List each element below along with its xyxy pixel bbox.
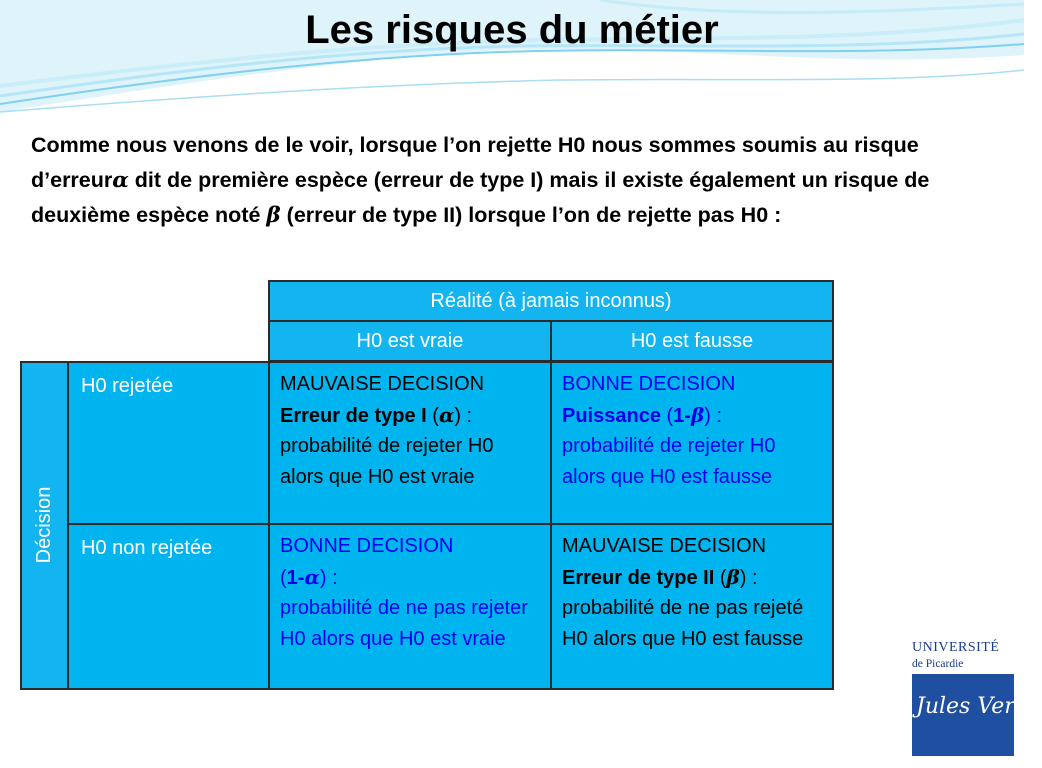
logo-picardie: de Picardie [912, 658, 964, 670]
column-header-true-label: H0 est vraie [356, 330, 464, 352]
paren-open: ( [660, 404, 674, 427]
cell-reject-true-bold: Erreur de type I [280, 404, 427, 427]
row-header-not-reject-label: H0 non rejetée [81, 537, 213, 559]
cell-notreject-false-title: MAUVAISE DECISION [562, 535, 767, 557]
paren-open: ( [280, 566, 287, 589]
row-header-not-reject [69, 525, 268, 688]
cell-reject-false-text: probabilité de rejeter H0 alors que H0 est fausse [562, 435, 776, 488]
cell-notreject-false-bold: Erreur de type II [562, 566, 715, 589]
slide-title: Les risques du métier [305, 8, 719, 52]
logo-signature-box [912, 674, 1042, 756]
row-header-reject-label: H0 rejetée [81, 375, 174, 397]
cell-reject-false-title: BONNE DECISION [562, 373, 736, 395]
paren-open: ( [426, 404, 439, 427]
cell-notreject-false-text: probabilité de ne pas rejeté H0 alors que H0 est fausse [562, 597, 804, 650]
alpha-symbol: α [112, 168, 129, 193]
intro-part-1: Comme nous venons de le voir, lorsque l’on rejette H0 nous sommes soumis au risque d’erreur [31, 133, 919, 192]
logo-signature: Jules Verne [916, 694, 1042, 719]
cell-reject-false-bold: Puissance [562, 404, 661, 427]
intro-part-3: (erreur de type II) lorsque l’on de rejette pas H0 : [280, 203, 782, 227]
intro-paragraph [31, 128, 981, 233]
cell-reject-true [270, 363, 550, 523]
reality-header-label: Réalité (à jamais inconnus) [430, 290, 672, 312]
one-minus: 1- [673, 404, 691, 427]
decision-label-cell [22, 363, 67, 688]
row-header-reject [69, 363, 268, 523]
one-minus: 1- [286, 566, 305, 589]
paren-close: ) : [454, 404, 473, 427]
beta-symbol: β [266, 203, 281, 228]
cell-notreject-true [270, 525, 550, 688]
cell-notreject-false [552, 525, 832, 688]
university-logo [912, 640, 1042, 758]
intro-part-2: dit de première espèce (erreur de type I) mais il existe également un risque de deuxième espèce noté [31, 168, 930, 227]
column-header-true [270, 322, 550, 360]
reality-header [270, 282, 832, 320]
cell-notreject-true-title: BONNE DECISION [280, 535, 454, 557]
alpha-symbol: α [304, 564, 320, 589]
paren-open: ( [714, 566, 727, 589]
alpha-symbol: α [438, 402, 455, 427]
cell-notreject-true-text: probabilité de ne pas rejeter H0 alors que H0 est vraie [280, 597, 528, 650]
paren-close: ) : [319, 566, 338, 589]
beta-symbol: β [690, 402, 705, 427]
logo-university: UNIVERSITÉ [912, 640, 1000, 655]
paren-close: ) : [739, 566, 758, 589]
cell-reject-true-text: probabilité de rejeter H0 alors que H0 est vraie [280, 435, 494, 488]
cell-reject-true-title: MAUVAISE DECISION [280, 373, 485, 395]
cell-reject-false [552, 363, 832, 523]
paren-close: ) : [704, 404, 723, 427]
column-header-false [552, 322, 832, 360]
column-header-false-label: H0 est fausse [630, 330, 754, 352]
decision-label: Décision [32, 486, 55, 564]
beta-symbol: β [726, 564, 740, 589]
